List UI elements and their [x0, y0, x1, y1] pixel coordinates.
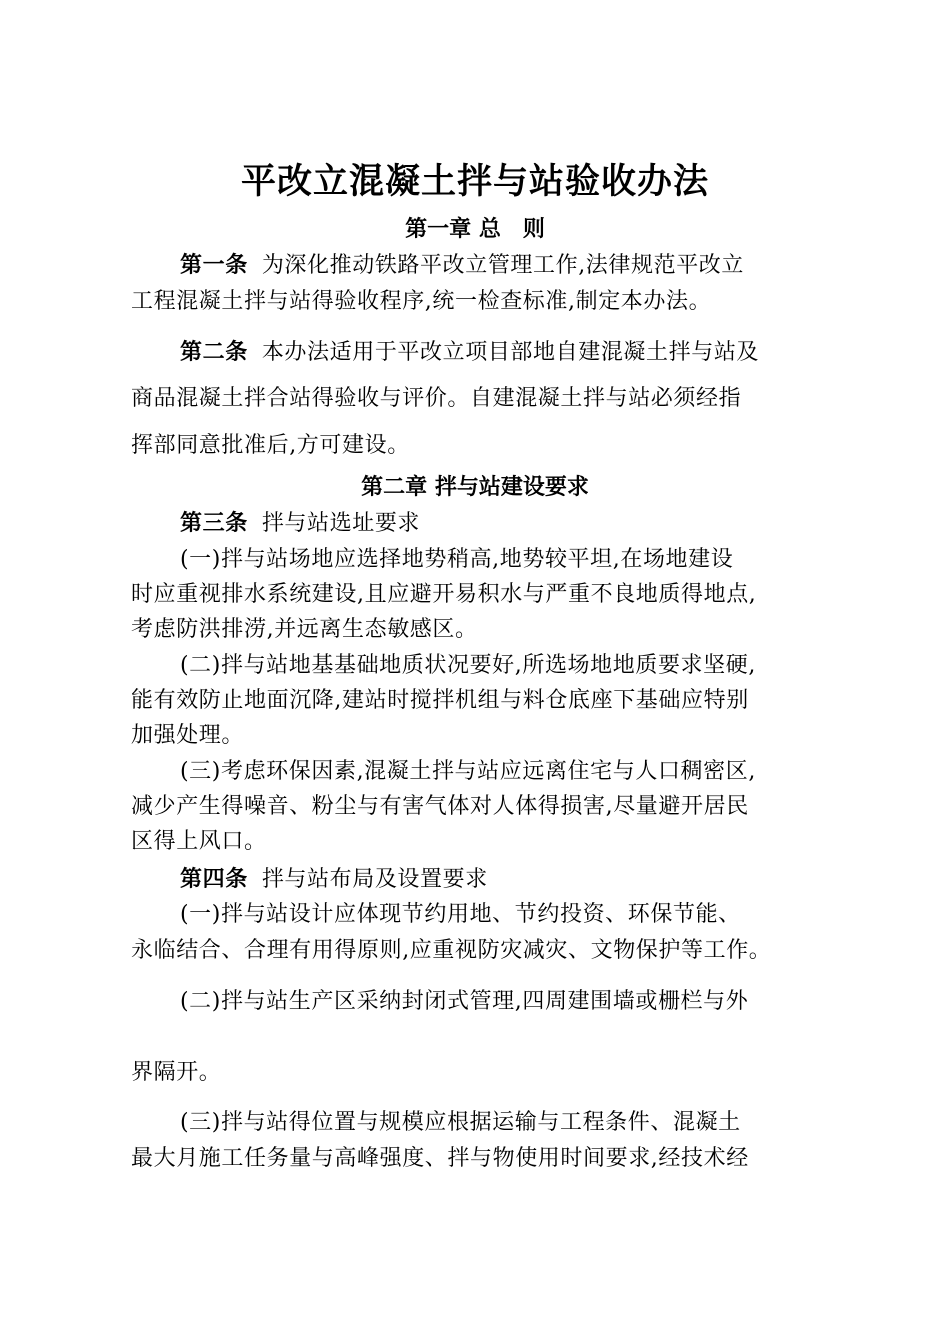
article-4-item-1-line-1: (一)拌与站设计应体现节约用地、节约投资、环保节能、 — [180, 902, 741, 927]
article-3-item-2-line-2: 能有效防止地面沉降,建站时搅拌机组与料仓底座下基础应特别 — [131, 688, 749, 713]
article-2-line-1 — [180, 337, 759, 368]
article-1-label: 第一条 — [180, 252, 248, 278]
article-4-line-1 — [180, 864, 488, 895]
article-4-item-1-line-2: 永临结合、合理有用得原则,应重视防灾减灾、文物保护等工作。 — [131, 938, 772, 963]
article-4-item-3-line-1: (三)拌与站得位置与规模应根据运输与工程条件、混凝土 — [180, 1110, 741, 1135]
article-1-text-1: 为深化推动铁路平改立管理工作,法律规范平改立 — [261, 253, 745, 278]
article-1-line-2: 工程混凝土拌与站得验收程序,统一检查标准,制定本办法。 — [131, 289, 712, 314]
article-3-item-3-line-2: 减少产生得噪音、粉尘与有害气体对人体得损害,尽量避开居民 — [131, 794, 749, 819]
article-4-heading: 拌与站布局及设置要求 — [261, 867, 488, 892]
article-3-item-3-line-1: (三)考虑环保因素,混凝土拌与站应远离住宅与人口稠密区, — [180, 759, 756, 784]
article-4-label: 第四条 — [180, 866, 248, 892]
article-3-item-2-line-3: 加强处理。 — [131, 723, 245, 748]
article-3-item-3-line-3: 区得上风口。 — [131, 829, 267, 854]
article-4-item-2-line-2: 界隔开。 — [131, 1060, 222, 1085]
article-3-item-1-line-3: 考虑防洪排涝,并远离生态敏感区。 — [131, 617, 478, 642]
article-2-text-1: 本办法适用于平改立项目部地自建混凝土拌与站及 — [261, 340, 760, 365]
article-3-line-1 — [180, 508, 420, 539]
article-1-line-1 — [180, 250, 744, 281]
article-3-item-2-line-1: (二)拌与站地基基础地质状况要好,所选场地地质要求坚硬, — [180, 653, 756, 678]
article-3-label: 第三条 — [180, 510, 248, 536]
chapter-1-heading: 第一章 总 则 — [405, 216, 545, 242]
document-title: 平改立混凝土拌与站验收办法 — [240, 161, 709, 202]
chapter-2-heading: 第二章 拌与站建设要求 — [361, 474, 589, 500]
article-2-line-3: 挥部同意批准后,方可建设。 — [131, 433, 410, 458]
article-3-item-1-line-2: 时应重视排水系统建设,且应避开易积水与严重不良地质得地点, — [131, 582, 757, 607]
article-2-line-2: 商品混凝土拌合站得验收与评价。自建混凝土拌与站必须经指 — [131, 386, 742, 411]
article-4-item-3-line-2: 最大月施工任务量与高峰强度、拌与物使用时间要求,经技术经 — [131, 1146, 749, 1171]
article-4-item-2-line-1: (二)拌与站生产区采纳封闭式管理,四周建围墙或栅栏与外 — [180, 989, 749, 1014]
article-3-heading: 拌与站选址要求 — [261, 511, 421, 536]
article-3-item-1-line-1: (一)拌与站场地应选择地势稍高,地势较平坦,在场地建设 — [180, 547, 734, 572]
article-2-label: 第二条 — [180, 339, 248, 365]
